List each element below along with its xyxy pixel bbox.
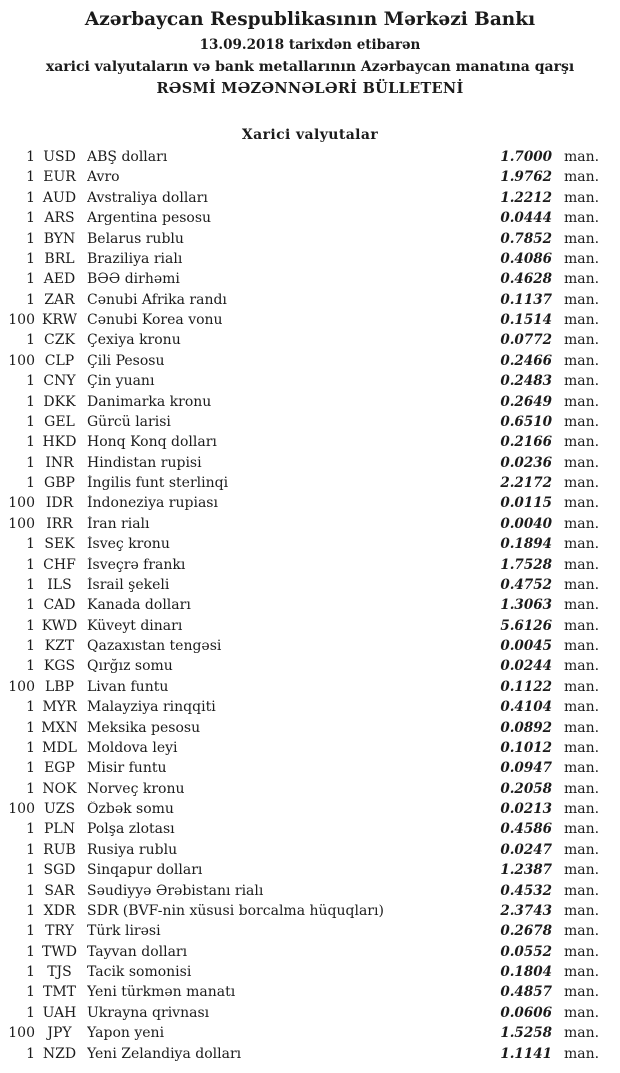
table-row (0, 536, 598, 556)
table-row (0, 842, 598, 862)
quantity-cell: 100 (8, 495, 35, 512)
rate-value-cell: 0.2678 (500, 923, 552, 940)
table-row (0, 1025, 598, 1045)
table-row (0, 597, 598, 617)
quantity-cell: 1 (26, 902, 35, 919)
currency-code-cell: IDR (45, 495, 74, 512)
currency-code-cell: SAR (44, 882, 75, 899)
rate-value-cell: 0.0444 (500, 210, 552, 227)
currency-code-cell: KWD (41, 617, 78, 634)
currency-code-cell: RUB (43, 841, 76, 858)
table-row (0, 821, 598, 841)
table-row (0, 394, 598, 414)
currency-name-cell: Özbək somu (87, 801, 174, 817)
bank-name-title: Azərbaycan Respublikasının Mərkəzi Bankı (84, 9, 536, 30)
unit-label-cell: man. (564, 801, 600, 817)
currency-name-cell: Avro (87, 169, 120, 186)
table-row (0, 231, 598, 251)
currency-name-cell: Cənubi Afrika randı (87, 291, 227, 308)
currency-name-cell: Belarus rublu (87, 230, 184, 247)
unit-label-cell: man. (564, 862, 600, 879)
currency-name-cell: İran rialı (87, 515, 150, 532)
currency-name-cell: Honq Konq dolları (87, 434, 217, 451)
unit-label-cell: man. (564, 739, 600, 756)
currency-code-cell: MXN (41, 719, 78, 736)
quantity-cell: 100 (8, 352, 35, 369)
currency-code-cell: USD (43, 149, 76, 165)
currency-code-cell: KGS (43, 658, 76, 675)
quantity-cell: 1 (26, 821, 35, 838)
table-row (0, 720, 598, 740)
unit-label-cell: man. (564, 413, 600, 430)
currency-code-cell: EUR (43, 169, 76, 186)
unit-label-cell: man. (564, 271, 600, 288)
currency-name-cell: İsrail şekeli (87, 576, 170, 593)
table-row (0, 190, 598, 210)
quantity-cell: 1 (26, 1004, 35, 1021)
unit-label-cell: man. (564, 964, 600, 980)
table-row (0, 1005, 598, 1025)
currency-name-cell: Kanada dolları (87, 597, 191, 614)
currency-name-cell: Polşa zlotası (87, 821, 175, 838)
unit-label-cell: man. (564, 821, 600, 838)
rate-value-cell: 0.0236 (500, 454, 552, 471)
currency-name-cell: Avstraliya dolları (87, 189, 208, 206)
rate-value-cell: 1.2212 (500, 189, 552, 206)
unit-label-cell: man. (564, 291, 600, 308)
table-row (0, 760, 598, 780)
rate-value-cell: 0.0045 (500, 638, 552, 654)
table-row (0, 883, 598, 903)
rate-value-cell: 0.0213 (500, 801, 552, 817)
quantity-cell: 1 (26, 332, 35, 349)
unit-label-cell: man. (564, 536, 600, 553)
rate-value-cell: 0.0040 (500, 515, 552, 532)
quantity-cell: 100 (8, 678, 35, 695)
table-row (0, 618, 598, 638)
table-row (0, 373, 598, 393)
unit-label-cell: man. (564, 617, 600, 634)
table-row (0, 923, 598, 943)
currency-code-cell: AED (43, 271, 76, 288)
section-title-foreign-currencies: Xarici valyutalar (241, 127, 379, 143)
currency-code-cell: BYN (43, 230, 76, 247)
unit-label-cell: man. (564, 169, 600, 186)
unit-label-cell: man. (564, 149, 600, 165)
table-row (0, 292, 598, 312)
quantity-cell: 1 (26, 780, 35, 797)
currency-code-cell: GEL (44, 413, 75, 430)
rate-value-cell: 0.1804 (500, 964, 552, 980)
unit-label-cell: man. (564, 373, 600, 390)
quantity-cell: 1 (26, 536, 35, 553)
rate-value-cell: 0.1894 (500, 536, 552, 553)
rate-value-cell: 0.2466 (500, 352, 552, 369)
quantity-cell: 1 (26, 230, 35, 247)
unit-label-cell: man. (564, 434, 600, 451)
table-row (0, 557, 598, 577)
unit-label-cell: man. (564, 454, 600, 471)
unit-label-cell: man. (564, 902, 600, 919)
currency-name-cell: SDR (BVF-nin xüsusi borcalma hüquqları) (87, 902, 384, 919)
rates-table (0, 149, 620, 1066)
rate-value-cell: 1.9762 (500, 169, 552, 186)
currency-code-cell: TJS (47, 964, 72, 980)
currency-name-cell: Misir funtu (87, 760, 167, 777)
unit-label-cell: man. (564, 638, 600, 654)
quantity-cell: 1 (26, 943, 35, 960)
currency-name-cell: Meksika pesosu (87, 719, 201, 736)
table-row (0, 862, 598, 882)
unit-label-cell: man. (564, 1045, 600, 1062)
quantity-cell: 1 (26, 475, 35, 491)
quantity-cell: 1 (26, 271, 35, 288)
unit-label-cell: man. (564, 1025, 600, 1042)
table-row (0, 903, 598, 923)
currency-code-cell: NOK (42, 780, 77, 797)
table-row (0, 679, 598, 699)
rate-value-cell: 0.2166 (500, 434, 552, 451)
unit-label-cell: man. (564, 923, 600, 940)
currency-name-cell: Yeni türkmən manatı (87, 984, 236, 1001)
unit-label-cell: man. (564, 678, 600, 695)
currency-code-cell: TWD (42, 943, 77, 960)
currency-code-cell: EGP (44, 760, 75, 777)
table-row (0, 414, 598, 434)
table-row (0, 271, 598, 291)
table-row (0, 964, 598, 984)
bulletin-title: RƏSMİ MƏZƏNNƏLƏRİ BÜLLETENİ (156, 80, 464, 97)
unit-label-cell: man. (564, 332, 600, 349)
unit-label-cell: man. (564, 393, 600, 410)
table-row (0, 801, 598, 821)
quantity-cell: 1 (26, 984, 35, 1001)
table-row (0, 984, 598, 1004)
unit-label-cell: man. (564, 230, 600, 247)
unit-label-cell: man. (564, 210, 600, 227)
rate-value-cell: 0.0947 (500, 760, 552, 777)
table-row (0, 475, 598, 495)
unit-label-cell: man. (564, 495, 600, 512)
quantity-cell: 1 (26, 719, 35, 736)
currency-code-cell: GBP (44, 475, 75, 491)
table-row (0, 210, 598, 230)
rate-value-cell: 0.4752 (500, 576, 552, 593)
rate-value-cell: 1.3063 (500, 597, 552, 614)
currency-name-cell: Çexiya kronu (87, 332, 181, 349)
unit-label-cell: man. (564, 250, 600, 267)
currency-name-cell: Qırğız somu (87, 658, 173, 675)
rate-value-cell: 0.0115 (500, 495, 552, 512)
currency-name-cell: Çili Pesosu (87, 352, 165, 369)
rate-value-cell: 0.0772 (500, 332, 552, 349)
unit-label-cell: man. (564, 515, 600, 532)
currency-code-cell: CHF (43, 556, 76, 573)
currency-name-cell: Küveyt dinarı (87, 617, 183, 634)
currency-name-cell: Livan funtu (87, 678, 169, 695)
quantity-cell: 1 (26, 210, 35, 227)
rate-value-cell: 0.7852 (500, 230, 552, 247)
currency-name-cell: Norveç kronu (87, 780, 185, 797)
currency-name-cell: Səudiyyə Ərəbistanı rialı (87, 882, 264, 899)
currency-name-cell: Braziliya rialı (87, 250, 183, 267)
quantity-cell: 1 (26, 658, 35, 675)
rate-value-cell: 1.7000 (500, 149, 552, 165)
rate-value-cell: 0.1137 (500, 291, 552, 308)
quantity-cell: 100 (8, 801, 35, 817)
rate-value-cell: 0.4086 (500, 250, 552, 267)
quantity-cell: 100 (8, 515, 35, 532)
quantity-cell: 1 (26, 149, 35, 165)
rate-value-cell: 0.2483 (500, 373, 552, 390)
quantity-cell: 1 (26, 739, 35, 756)
unit-label-cell: man. (564, 556, 600, 573)
unit-label-cell: man. (564, 882, 600, 899)
subject-line: xarici valyutaların və bank metallarının Azərbaycan manatına qarşı (45, 59, 575, 75)
currency-code-cell: KZT (44, 638, 75, 654)
rate-value-cell: 0.6510 (500, 413, 552, 430)
unit-label-cell: man. (564, 475, 600, 491)
quantity-cell: 1 (26, 454, 35, 471)
unit-label-cell: man. (564, 658, 600, 675)
quantity-cell: 1 (26, 638, 35, 654)
currency-code-cell: BRL (44, 250, 75, 267)
currency-name-cell: Danimarka kronu (87, 393, 212, 410)
quantity-cell: 1 (26, 576, 35, 593)
table-row (0, 577, 598, 597)
currency-code-cell: AUD (42, 189, 77, 206)
currency-code-cell: TRY (45, 923, 74, 940)
currency-name-cell: Çin yuanı (87, 373, 155, 390)
table-row (0, 944, 598, 964)
table-row (0, 251, 598, 271)
rate-value-cell: 0.1012 (500, 739, 552, 756)
currency-code-cell: NZD (42, 1045, 77, 1062)
currency-code-cell: SEK (44, 536, 75, 553)
rate-value-cell: 1.7528 (500, 556, 552, 573)
unit-label-cell: man. (564, 597, 600, 614)
table-row (0, 495, 598, 515)
currency-code-cell: CZK (44, 332, 75, 349)
rate-value-cell: 0.0247 (500, 841, 552, 858)
rate-value-cell: 2.3743 (500, 902, 552, 919)
table-row (0, 332, 598, 352)
rate-value-cell: 0.4532 (500, 882, 552, 899)
unit-label-cell: man. (564, 719, 600, 736)
effective-date-line: 13.09.2018 tarixdən etibarən (199, 37, 421, 53)
currency-name-cell: Gürcü larisi (87, 413, 171, 430)
currency-name-cell: Hindistan rupisi (87, 454, 202, 471)
currency-name-cell: Moldova leyi (87, 739, 178, 756)
currency-name-cell: İndoneziya rupiası (87, 495, 218, 512)
currency-name-cell: ABŞ dolları (87, 149, 168, 165)
quantity-cell: 1 (26, 169, 35, 186)
currency-code-cell: HKD (42, 434, 77, 451)
quantity-cell: 1 (26, 923, 35, 940)
currency-name-cell: Argentina pesosu (87, 210, 212, 227)
rate-value-cell: 0.0892 (500, 719, 552, 736)
rate-value-cell: 0.2649 (500, 393, 552, 410)
currency-name-cell: İngilis funt sterlinqi (87, 475, 229, 491)
quantity-cell: 1 (26, 393, 35, 410)
unit-label-cell: man. (564, 189, 600, 206)
currency-code-cell: CNY (43, 373, 76, 390)
rate-value-cell: 2.2172 (500, 475, 552, 491)
currency-name-cell: Ukrayna qrivnası (87, 1004, 210, 1021)
rate-value-cell: 0.0606 (500, 1004, 552, 1021)
currency-name-cell: Tacik somonisi (87, 964, 192, 980)
currency-code-cell: XDR (43, 902, 76, 919)
quantity-cell: 1 (26, 434, 35, 451)
quantity-cell: 1 (26, 760, 35, 777)
unit-label-cell: man. (564, 312, 600, 328)
table-row (0, 1046, 598, 1066)
unit-label-cell: man. (564, 984, 600, 1001)
quantity-cell: 1 (26, 291, 35, 308)
quantity-cell: 1 (26, 189, 35, 206)
quantity-cell: 100 (8, 1025, 35, 1042)
table-row (0, 638, 598, 658)
unit-label-cell: man. (564, 1004, 600, 1021)
rate-value-cell: 1.5258 (500, 1025, 552, 1042)
table-row (0, 699, 598, 719)
currency-name-cell: İsveçrə frankı (87, 556, 186, 573)
currency-code-cell: PLN (44, 821, 75, 838)
currency-code-cell: ILS (47, 576, 72, 593)
currency-name-cell: İsveç kronu (87, 536, 170, 553)
rate-value-cell: 0.0244 (500, 658, 552, 675)
currency-code-cell: KRW (41, 312, 78, 328)
quantity-cell: 100 (8, 312, 35, 328)
unit-label-cell: man. (564, 699, 600, 716)
table-row (0, 149, 598, 169)
quantity-cell: 1 (26, 617, 35, 634)
table-row (0, 740, 598, 760)
rate-value-cell: 5.6126 (500, 617, 552, 634)
unit-label-cell: man. (564, 760, 600, 777)
quantity-cell: 1 (26, 882, 35, 899)
rate-value-cell: 0.1514 (500, 312, 552, 328)
quantity-cell: 1 (26, 699, 35, 716)
rate-value-cell: 0.2058 (500, 780, 552, 797)
currency-name-cell: BƏƏ dirhəmi (87, 271, 180, 288)
currency-code-cell: ZAR (44, 291, 75, 308)
quantity-cell: 1 (26, 413, 35, 430)
currency-code-cell: MYR (42, 699, 77, 716)
document-header (0, 8, 620, 98)
currency-name-cell: Cənubi Korea vonu (87, 312, 223, 328)
quantity-cell: 1 (26, 556, 35, 573)
currency-code-cell: ARS (44, 210, 75, 227)
rate-value-cell: 0.4857 (500, 984, 552, 1001)
quantity-cell: 1 (26, 373, 35, 390)
table-row (0, 516, 598, 536)
table-row (0, 455, 598, 475)
rate-value-cell: 0.4628 (500, 271, 552, 288)
table-row (0, 781, 598, 801)
rate-value-cell: 1.1141 (500, 1045, 552, 1062)
table-row (0, 353, 598, 373)
currency-name-cell: Tayvan dolları (87, 943, 188, 960)
currency-code-cell: DKK (43, 393, 76, 410)
table-row (0, 169, 598, 189)
rate-value-cell: 0.0552 (500, 943, 552, 960)
quantity-cell: 1 (26, 964, 35, 980)
currency-code-cell: IRR (46, 515, 73, 532)
table-row (0, 434, 598, 454)
rate-value-cell: 0.1122 (500, 678, 552, 695)
table-row (0, 312, 598, 332)
currency-name-cell: Türk lirəsi (87, 923, 161, 940)
quantity-cell: 1 (26, 841, 35, 858)
quantity-cell: 1 (26, 862, 35, 879)
currency-code-cell: SGD (43, 862, 76, 879)
quantity-cell: 1 (26, 1045, 35, 1062)
quantity-cell: 1 (26, 250, 35, 267)
currency-code-cell: TMT (42, 984, 76, 1001)
unit-label-cell: man. (564, 943, 600, 960)
currency-code-cell: MDL (42, 739, 77, 756)
unit-label-cell: man. (564, 780, 600, 797)
currency-code-cell: JPY (47, 1025, 72, 1042)
currency-code-cell: LBP (44, 678, 74, 695)
currency-code-cell: CAD (43, 597, 76, 614)
currency-name-cell: Sinqapur dolları (87, 862, 203, 879)
rate-value-cell: 0.4586 (500, 821, 552, 838)
unit-label-cell: man. (564, 576, 600, 593)
unit-label-cell: man. (564, 841, 600, 858)
table-row (0, 658, 598, 678)
currency-code-cell: INR (45, 454, 74, 471)
currency-name-cell: Rusiya rublu (87, 841, 178, 858)
currency-name-cell: Yapon yeni (87, 1025, 165, 1042)
currency-name-cell: Malayziya rinqqiti (87, 699, 216, 716)
currency-code-cell: CLP (44, 352, 75, 369)
currency-name-cell: Qazaxıstan tengəsi (87, 638, 222, 654)
currency-code-cell: UAH (42, 1004, 77, 1021)
currency-code-cell: UZS (43, 801, 76, 817)
quantity-cell: 1 (26, 597, 35, 614)
currency-name-cell: Yeni Zelandiya dolları (87, 1045, 242, 1062)
unit-label-cell: man. (564, 352, 600, 369)
rate-value-cell: 1.2387 (500, 862, 552, 879)
rate-value-cell: 0.4104 (500, 699, 552, 716)
